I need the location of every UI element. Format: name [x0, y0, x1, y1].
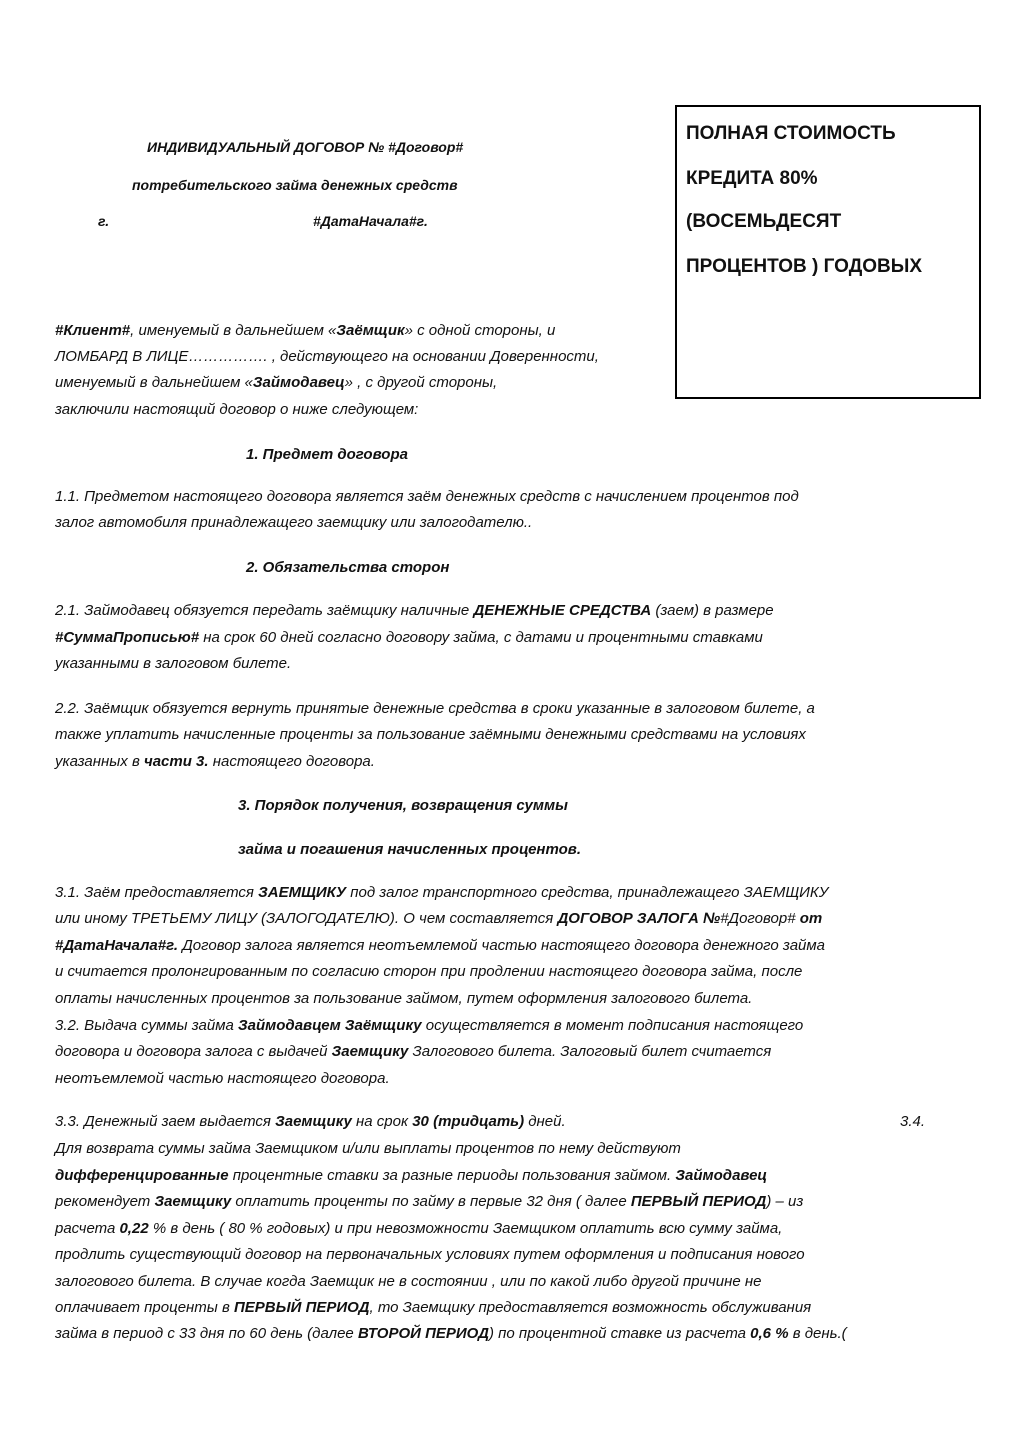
section-heading — [238, 796, 568, 816]
body-line — [55, 936, 825, 956]
text-segment: именуемый в дальнейшем « — [55, 374, 253, 391]
text-segment: 1.1. Предметом настоящего договора является заём денежных средств с начислением процентов под — [55, 488, 799, 505]
item-3-4-label: 3.4. — [900, 1113, 926, 1130]
body-line — [55, 1016, 803, 1036]
bold-text: части 3. — [143, 753, 209, 770]
body-line — [55, 1069, 390, 1089]
body-line — [55, 1112, 566, 1132]
section-heading — [238, 840, 581, 860]
text-segment: на срок 60 дней согласно договору займа, с датами и процентными ставками — [199, 629, 763, 646]
bold-text: Заемщику — [275, 1113, 352, 1130]
text-segment: 3.1. Заём предоставляется — [55, 884, 259, 901]
text-segment: настоящего договора. — [208, 753, 375, 770]
text-segment: под залог транспортного средства, принадлежащего ЗАЕМЩИКУ — [346, 884, 829, 901]
body-line — [55, 487, 799, 507]
text-segment: оплачивает проценты в — [55, 1299, 234, 1316]
text-segment: Договор залога является неотъемлемой частью настоящего договора денежного займа — [178, 937, 826, 954]
bold-text: Займодавец — [675, 1167, 768, 1184]
bold-text: ПЕРВЫЙ ПЕРИОД — [234, 1299, 370, 1316]
body-line — [55, 1139, 681, 1159]
contract-title: ИНДИВИДУАЛЬНЫЙ ДОГОВОР № #Договор# — [147, 139, 464, 155]
text-segment: на срок — [351, 1113, 413, 1130]
body-line — [55, 1219, 782, 1239]
bold-text: 2. Обязательства сторон — [246, 559, 450, 576]
body-line — [55, 725, 806, 745]
body-line — [55, 373, 497, 393]
text-segment: » , с другой стороны, — [344, 374, 498, 391]
body-line — [55, 962, 802, 982]
text-segment: ) – из — [766, 1193, 804, 1210]
total-cost-box — [675, 105, 981, 399]
bold-text: Займодавцем Заёмщику — [238, 1017, 422, 1034]
bold-text: ДОГОВОР ЗАЛОГА № — [557, 910, 721, 927]
text-segment: 3.3. Денежный заем выдается — [55, 1113, 276, 1130]
bold-text: #ДатаНачала#г. — [55, 937, 179, 954]
text-segment: ЛОМБАРД В ЛИЦЕ……………. , действующего на основании Доверенности, — [55, 348, 599, 365]
bold-text: 0,6 % — [750, 1325, 789, 1342]
text-segment: % в день ( 80 % годовых) и при невозможности Заемщиком оплатить всю сумму займа, — [148, 1220, 783, 1237]
text-segment: заключили настоящий договор о ниже следующем: — [55, 401, 419, 418]
body-line — [55, 909, 822, 929]
body-line — [55, 1042, 771, 1062]
bold-text: ВТОРОЙ ПЕРИОД — [357, 1325, 489, 1342]
bold-text: 0,22 — [119, 1220, 149, 1237]
text-segment: также уплатить начисленные проценты за пользование заёмными денежными средствами на условиях — [55, 726, 806, 743]
body-line — [55, 513, 532, 533]
text-segment: осуществляется в момент подписания настоящего — [421, 1017, 804, 1034]
text-segment: 2.1. Займодавец обязуется передать заёмщику наличные — [55, 602, 474, 619]
contract-date: #ДатаНачала#г. — [313, 213, 428, 229]
body-line — [55, 321, 555, 341]
text-segment: #Договор# — [720, 910, 800, 927]
bold-text: дифференцированные — [55, 1167, 229, 1184]
bold-text: 1. Предмет договора — [246, 446, 408, 463]
text-segment: ) по процентной ставке из расчета — [488, 1325, 751, 1342]
text-segment: в день.( — [788, 1325, 847, 1342]
text-segment: или иному ТРЕТЬЕМУ ЛИЦУ (ЗАЛОГОДАТЕЛЮ). О чем составляется — [55, 910, 558, 927]
bold-text: от — [799, 910, 823, 927]
text-segment: залог автомобиля принадлежащего заемщику или залогодателю.. — [55, 514, 533, 531]
text-segment: указанными в залоговом билете. — [55, 655, 292, 672]
text-segment: расчета — [55, 1220, 120, 1237]
text-segment: , то Заемщику предоставляется возможность обслуживания — [369, 1299, 812, 1316]
cost-box-line: (ВОСЕМЬДЕСЯТ — [686, 211, 842, 232]
text-segment: оплаты начисленных процентов за пользование займом, путем оформления залогового билета. — [55, 990, 753, 1007]
text-segment: продлить существующий договор на первоначальных условиях путем оформления и подписания нового — [55, 1246, 805, 1263]
text-segment: » с одной стороны, и — [404, 322, 556, 339]
bold-text: ЗАЕМЩИКУ — [258, 884, 347, 901]
bold-text: #СуммаПрописью# — [55, 629, 200, 646]
body-line — [55, 347, 599, 367]
text-segment: рекомендует — [55, 1193, 155, 1210]
text-segment: дней. — [524, 1113, 566, 1130]
body-line — [55, 1192, 803, 1212]
section-heading — [246, 445, 408, 465]
body-line — [55, 883, 828, 903]
body-line — [55, 628, 763, 648]
cost-box-line: ПРОЦЕНТОВ ) ГОДОВЫХ — [686, 256, 923, 277]
bold-text: 3. Порядок получения, возвращения суммы — [238, 797, 568, 814]
text-segment: 3.2. Выдача суммы займа — [55, 1017, 239, 1034]
body-line — [55, 1324, 847, 1344]
bold-text: ПЕРВЫЙ ПЕРИОД — [630, 1193, 767, 1210]
bold-text: Заёмщик — [336, 322, 405, 339]
body-line — [55, 1272, 761, 1292]
bold-text: #Клиент# — [55, 322, 131, 339]
body-line — [55, 654, 291, 674]
text-segment: оплатить проценты по займу в первые 32 дня ( далее — [231, 1193, 631, 1210]
body-line — [55, 989, 752, 1009]
text-segment: 2.2. Заёмщик обязуется вернуть принятые денежные средства в сроки указанные в залоговом билете, а — [55, 700, 815, 717]
body-line — [55, 400, 418, 420]
text-segment: займа в период с 33 дня по 60 день (далее — [55, 1325, 358, 1342]
text-segment: договора и договора залога с выдачей — [55, 1043, 332, 1060]
text-segment: Для возврата суммы займа Заемщиком и/или выплаты процентов по нему действуют — [55, 1140, 681, 1157]
bold-text: Заемщику — [331, 1043, 409, 1060]
text-segment: неотъемлемой частью настоящего договора. — [55, 1070, 390, 1087]
body-line — [55, 752, 375, 772]
text-segment: процентные ставки за разные периоды пользования займом. — [228, 1167, 676, 1184]
contract-city: г. — [98, 213, 110, 229]
text-segment: залогового билета. В случае когда Заемщик не в состоянии , или по какой либо другой причине не — [55, 1273, 762, 1290]
body-line — [55, 699, 815, 719]
bold-text: Займодавец — [252, 374, 345, 391]
body-line — [55, 601, 774, 621]
body-line — [55, 1166, 767, 1186]
body-line — [55, 1298, 811, 1318]
text-segment: , именуемый в дальнейшем « — [130, 322, 337, 339]
bold-text: 30 (тридцать) — [412, 1113, 525, 1130]
text-segment: (заем) в размере — [651, 602, 774, 619]
bold-text: займа и погашения начисленных процентов. — [238, 841, 582, 858]
bold-text: Заемщику — [154, 1193, 232, 1210]
body-line — [55, 1245, 805, 1265]
section-heading — [246, 558, 449, 578]
cost-box-line: КРЕДИТА 80% — [686, 168, 818, 189]
text-segment: Залогового билета. Залоговый билет считается — [408, 1043, 772, 1060]
bold-text: ДЕНЕЖНЫЕ СРЕДСТВА — [473, 602, 652, 619]
contract-subtitle: потребительского займа денежных средств — [132, 177, 458, 193]
text-segment: указанных в — [55, 753, 144, 770]
text-segment: и считается пролонгированным по согласию сторон при продлении настоящего договора займа, после — [55, 963, 803, 980]
cost-box-line: ПОЛНАЯ СТОИМОСТЬ — [686, 123, 896, 144]
